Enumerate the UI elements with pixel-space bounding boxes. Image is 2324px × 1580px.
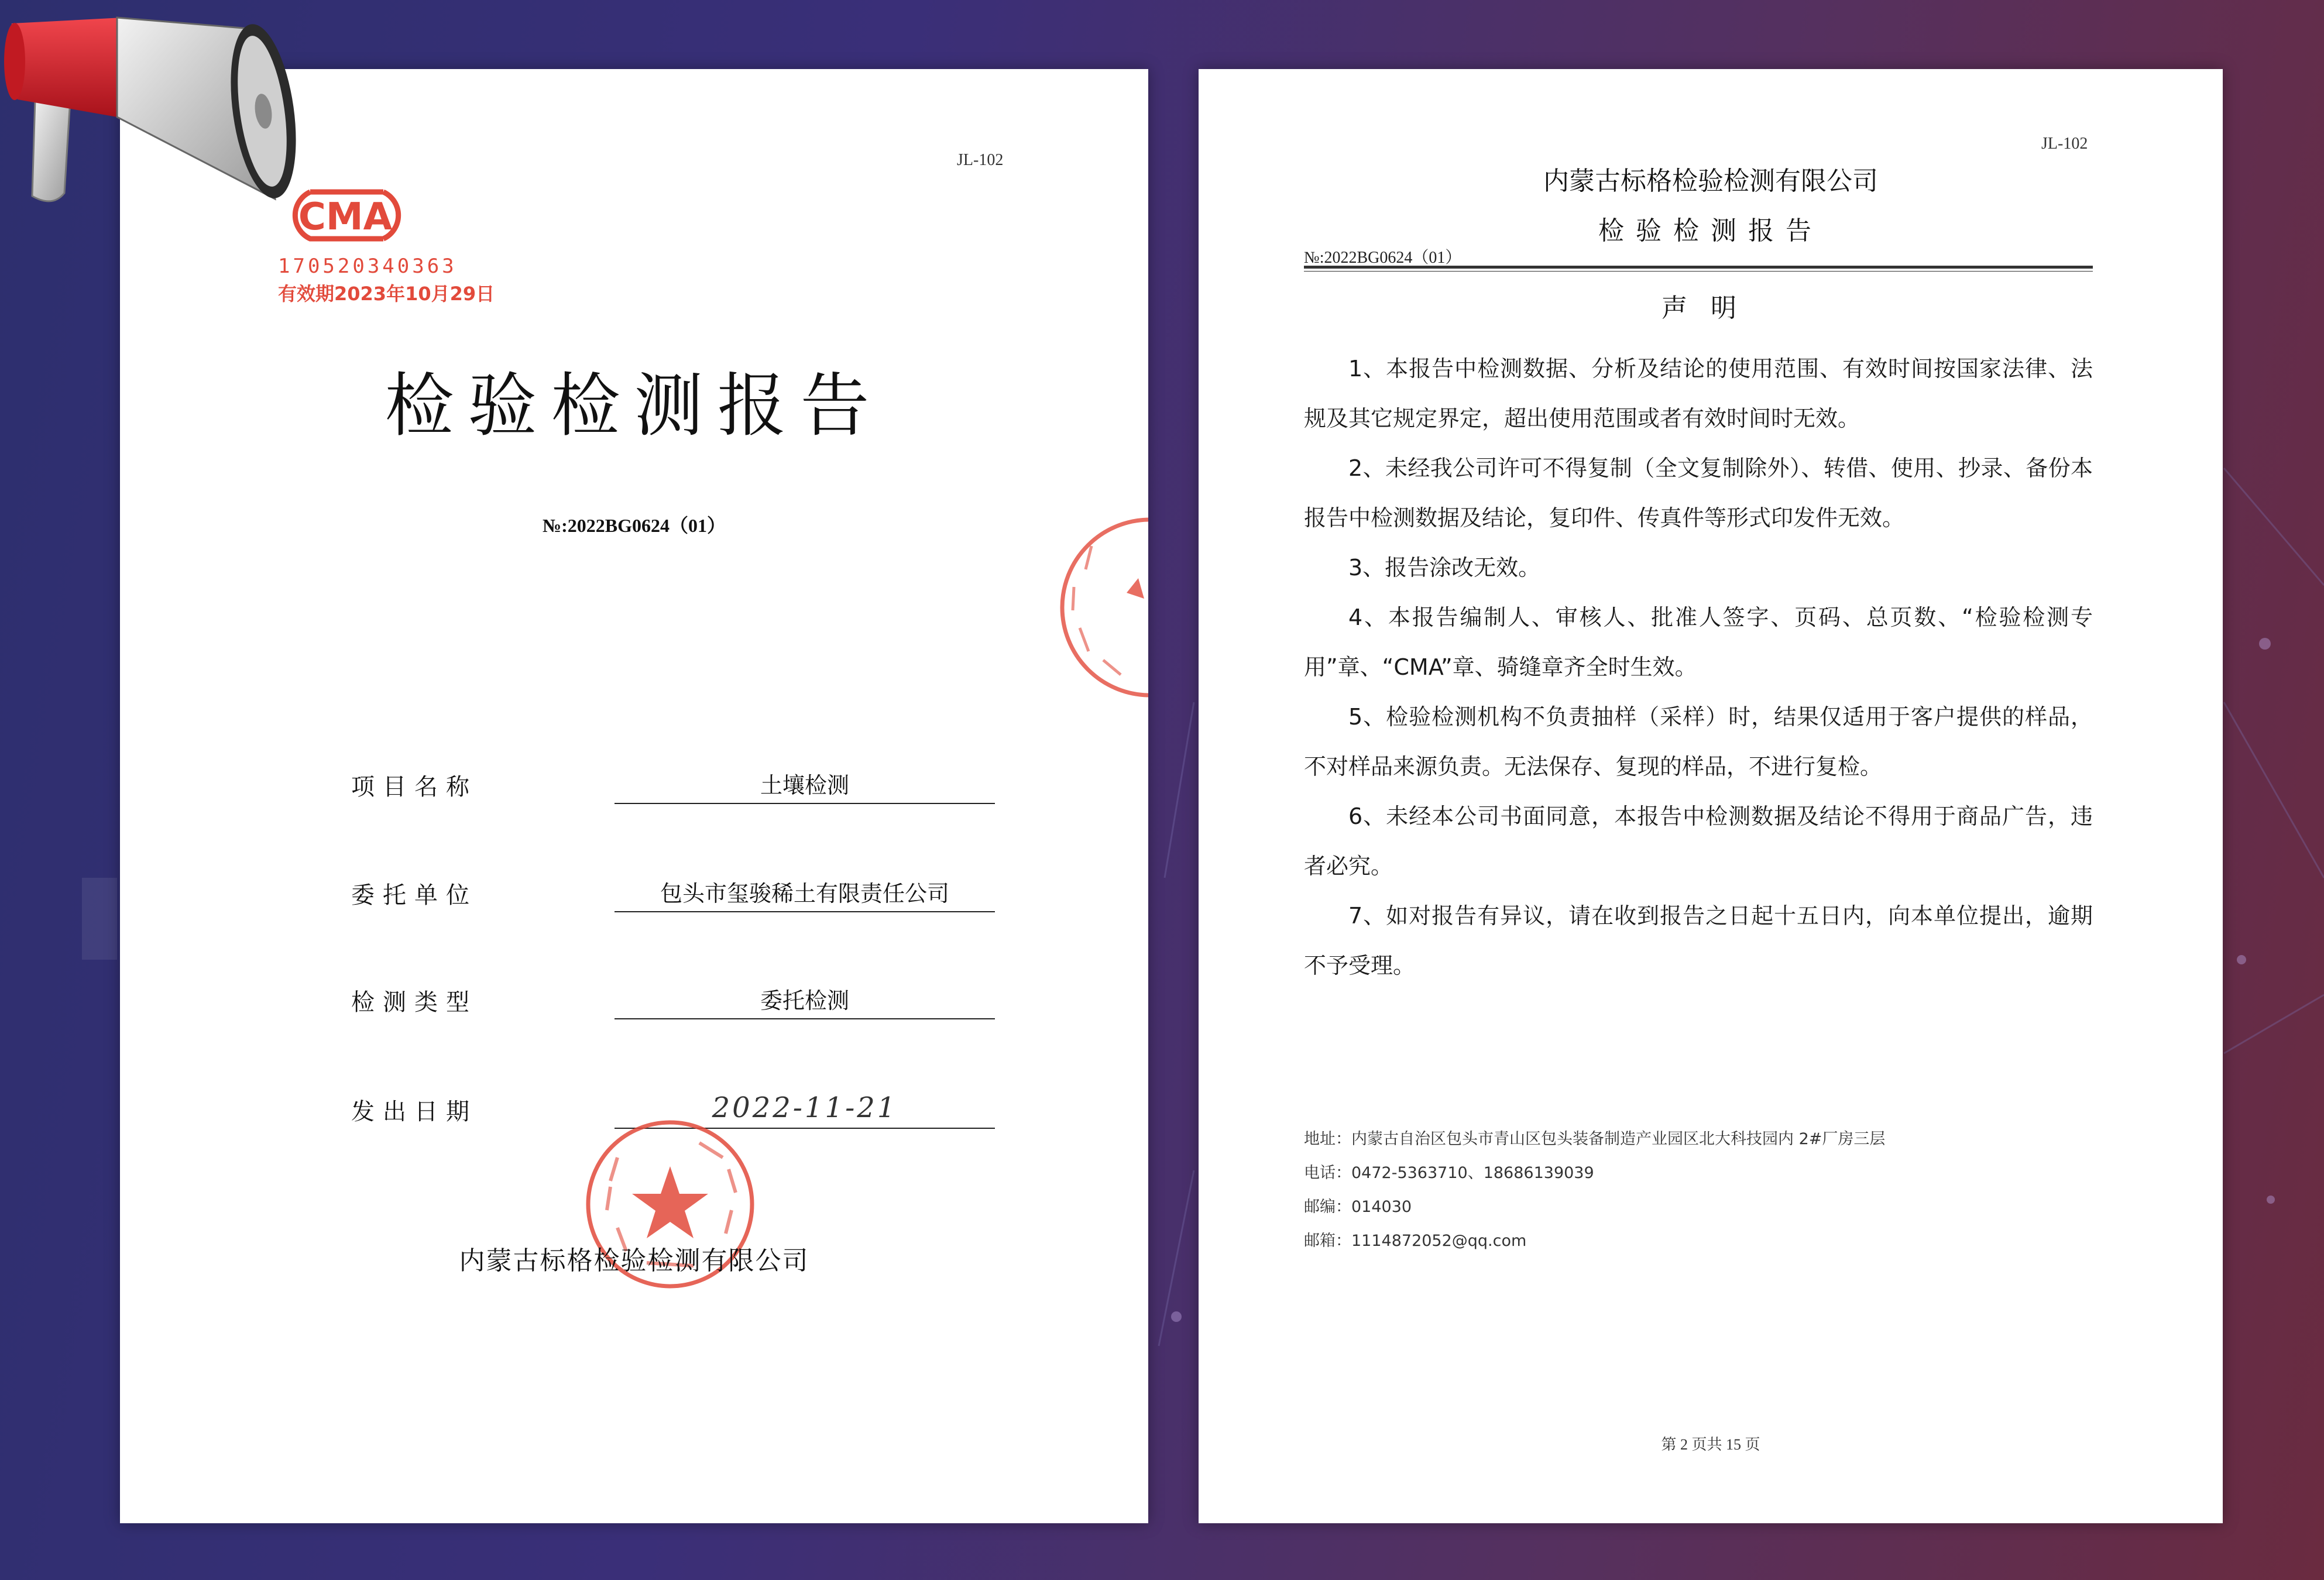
form-code: JL-102 [2041, 135, 2088, 153]
report-cover-page [120, 69, 1148, 1523]
field-client [351, 868, 995, 915]
company-header: 内蒙古标格检验检测有限公司 [1543, 166, 1878, 196]
field-underline [615, 803, 995, 804]
report-number: №:2022BG0624（01） [1304, 249, 1462, 267]
report-title: 检验检测报告 [1598, 216, 1823, 246]
page-number: 第 2 页共 15 页 [1661, 1436, 1760, 1453]
field-underline [615, 1018, 995, 1019]
field-test-type [351, 975, 995, 1022]
contact-postcode: 邮编：014030 [1304, 1198, 1412, 1216]
riding-seal-icon [1056, 511, 1148, 704]
field-label: 检测类型 [351, 989, 478, 1016]
field-label: 项目名称 [351, 774, 478, 801]
statement-item: 7、如对报告有异议，请在收到报告之日起十五日内，向本单位提出，逾期不予受理。 [1304, 903, 2093, 978]
field-value: 包头市玺骏稀土有限责任公司 [660, 881, 949, 906]
issuing-company: 内蒙古标格检验检测有限公司 [459, 1246, 809, 1276]
cma-number: 170520340363 [278, 255, 457, 278]
statement-item: 3、报告涂改无效。 [1348, 555, 1541, 581]
statement-item: 1、本报告中检测数据、分析及结论的使用范围、有效时间按国家法律、法规及其它规定界定，超出使用范围或者有效时间时无效。 [1304, 356, 2093, 431]
report-number: №:2022BG0624（01） [542, 515, 726, 536]
cma-validity: 有效期2023年10月29日 [278, 283, 495, 305]
statement-item: 6、未经本公司书面同意，本报告中检测数据及结论不得用于商品广告，违者必究。 [1304, 803, 2093, 879]
handwritten-date: 2022-11-21 [712, 1091, 898, 1124]
statement-item: 5、检验检测机构不负责抽样（采样）时，结果仅适用于客户提供的样品，不对样品来源负责。无法保存、复现的样品，不进行复检。 [1304, 704, 2093, 779]
statement-list [1304, 344, 2093, 991]
statement-page [1199, 69, 2223, 1523]
form-code: JL-102 [957, 151, 1004, 169]
header-rule-thick [1304, 266, 2093, 269]
statement-item: 4、本报告编制人、审核人、批准人签字、页码、总页数、“检验检测专用”章、“CMA”章、骑缝章齐全时生效。 [1304, 604, 2093, 680]
field-project-name [351, 760, 995, 806]
report-title: 检验检测报告 [385, 365, 884, 446]
cma-logo-text: CMA [298, 195, 393, 239]
contact-email: 邮箱：1114872052@qq.com [1304, 1232, 1527, 1250]
statement-item: 2、未经我公司许可不得复制（全文复制除外）、转借、使用、抄录、备份本报告中检测数据及结论，复印件、传真件等形式印发件无效。 [1304, 455, 2093, 531]
field-underline [615, 911, 995, 912]
contact-address: 地址：内蒙古自治区包头市青山区包头装备制造产业园区北大科技园内 2#厂房三层 [1304, 1130, 1886, 1148]
contact-phone: 电话：0472-5363710、18686139039 [1304, 1164, 1594, 1182]
field-value: 委托检测 [760, 988, 849, 1014]
field-label: 委托单位 [351, 882, 478, 909]
statement-heading: 声明 [1662, 293, 1760, 323]
header-rule-thin [1304, 271, 2093, 272]
field-label: 发出日期 [351, 1098, 478, 1125]
cma-certification-mark [278, 185, 495, 306]
contact-info [1304, 1122, 1885, 1258]
field-value: 土壤检测 [760, 772, 849, 798]
megaphone-icon [0, 0, 304, 234]
